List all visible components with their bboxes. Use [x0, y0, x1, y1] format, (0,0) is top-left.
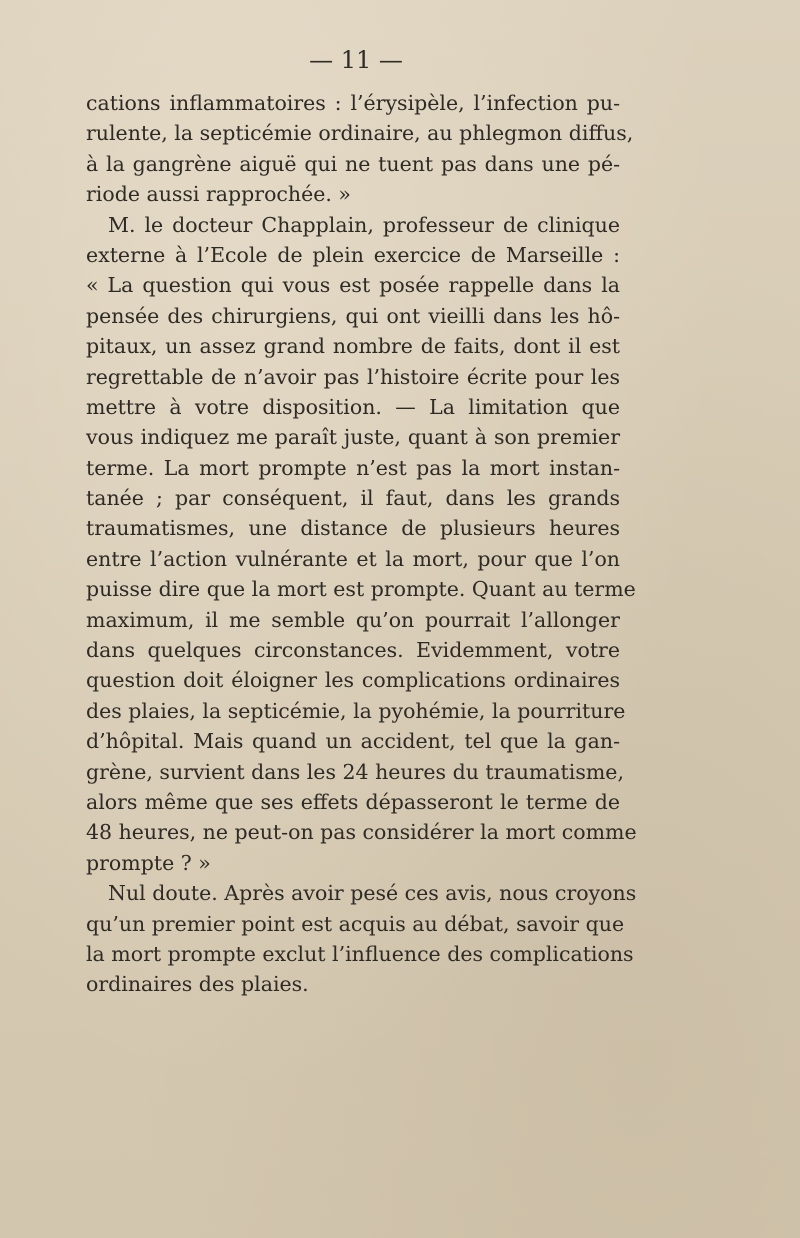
- text-line: grène, survient dans les 24 heures du traumatisme,: [86, 759, 624, 784]
- text-line: vous indiquez me paraît juste, quant à son premier: [86, 425, 620, 450]
- text-line: riode aussi rapprochée. »: [86, 182, 351, 207]
- text-line: rulente, la septicémie ordinaire, au phlegmon diffus,: [86, 121, 634, 146]
- text-line: pitaux, un assez grand nombre de faits, dont il est: [86, 334, 620, 359]
- text-line: dans quelques circonstances. Evidemment, votre: [86, 638, 620, 663]
- text-line: Nul doute. Après avoir pesé ces avis, nous croyons: [108, 881, 637, 906]
- paragraph: [86, 210, 637, 879]
- paragraph: [86, 88, 634, 210]
- text-line: prompte ? »: [86, 850, 211, 875]
- text-line: puisse dire que la mort est prompte. Quant au terme: [86, 577, 636, 602]
- text-line: alors même que ses effets dépasseront le terme de: [86, 789, 620, 814]
- text-line: entre l’action vulnérante et la mort, pour que l’on: [86, 546, 620, 571]
- text-line: à la gangrène aiguë qui ne tuent pas dans une pé-: [86, 151, 620, 176]
- page-number: — 11 —: [309, 46, 403, 74]
- text-line: terme. La mort prompte n’est pas la mort instan-: [86, 455, 620, 480]
- text-line: cations inflammatoires : l’érysipèle, l’infection pu-: [86, 91, 620, 115]
- text-line: maximum, il me semble qu’on pourrait l’allonger: [86, 607, 620, 632]
- text-line: regrettable de n’avoir pas l’histoire écrite pour les: [86, 364, 620, 389]
- text-line: M. le docteur Chapplain, professeur de clinique: [108, 212, 620, 237]
- text-line: tanée ; par conséquent, il faut, dans les grands: [86, 486, 620, 511]
- paragraph: [86, 878, 637, 1000]
- body-text: [86, 88, 637, 1000]
- text-line: externe à l’Ecole de plein exercice de Marseille :: [86, 242, 620, 267]
- text-line: la mort prompte exclut l’influence des complications: [86, 941, 634, 966]
- text-line: mettre à votre disposition. — La limitation que: [86, 394, 620, 419]
- text-line: 48 heures, ne peut-on pas considérer la mort comme: [86, 820, 637, 845]
- text-line: « La question qui vous est posée rappelle dans la: [86, 273, 620, 298]
- text-line: question doit éloigner les complications ordinaires: [86, 668, 620, 693]
- text-line: qu’un premier point est acquis au débat, savoir que: [86, 911, 625, 936]
- text-line: traumatismes, une distance de plusieurs heures: [86, 516, 620, 541]
- text-line: pensée des chirurgiens, qui ont vieilli dans les hô-: [86, 303, 620, 328]
- text-line: des plaies, la septicémie, la pyohémie, la pourriture: [86, 698, 626, 723]
- text-line: ordinaires des plaies.: [86, 972, 309, 997]
- text-line: d’hôpital. Mais quand un accident, tel que la gan-: [86, 729, 620, 754]
